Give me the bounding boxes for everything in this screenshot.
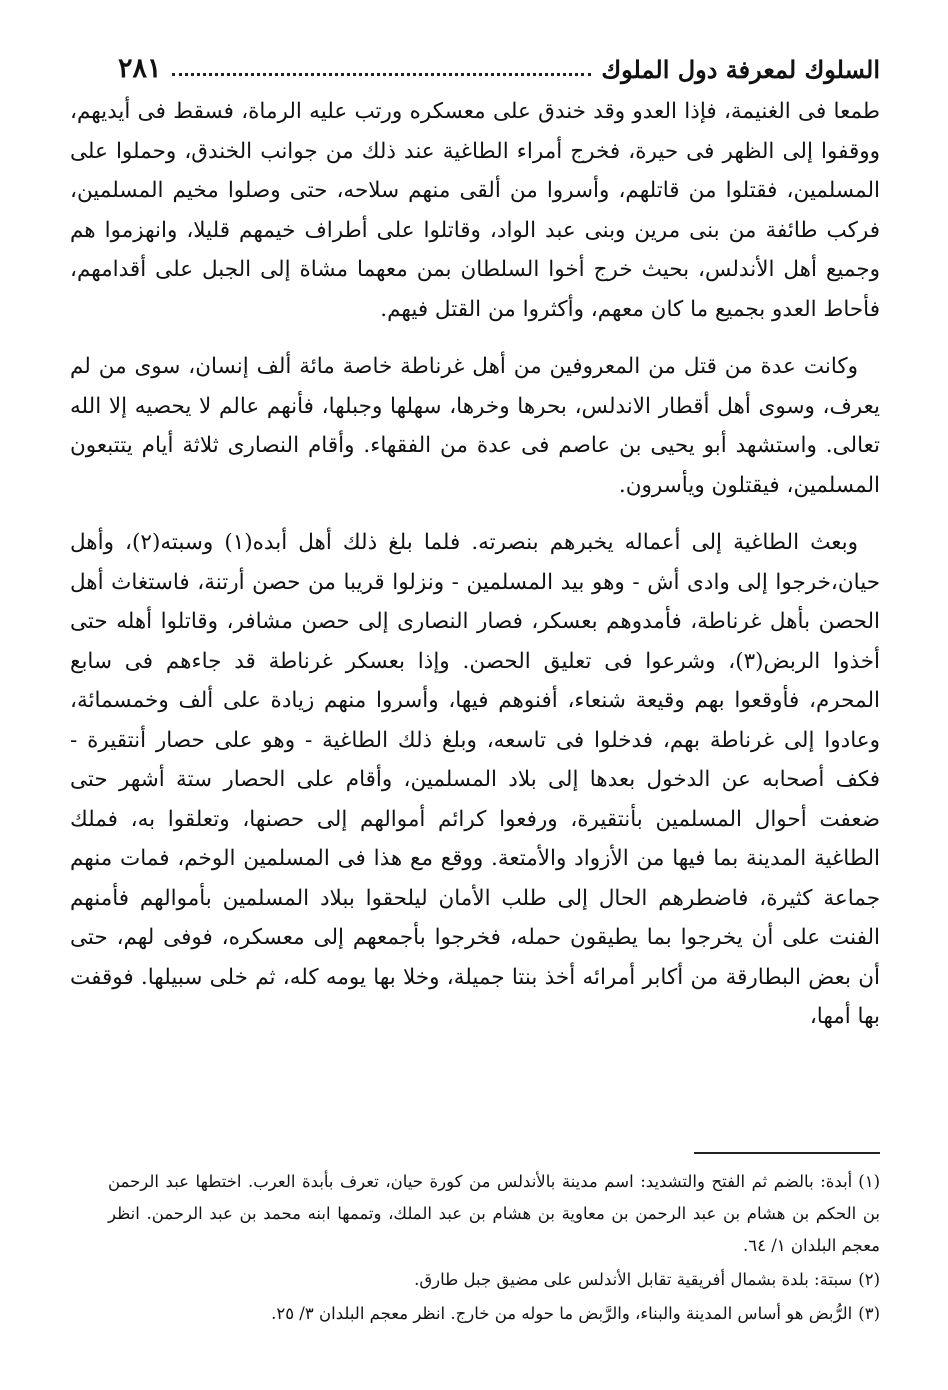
header-leader-dots (172, 72, 592, 76)
footnote-text: الرُّبض هو أساس المدينة والبناء، والرَّبض ما حوله من خارج. انظر معجم البلدان ٣/ ٢٥. (271, 1304, 853, 1323)
footnote-text: سبتة: بلدة بشمال أفريقية تقابل الأندلس على مضيق جبل طارق. (414, 1270, 853, 1289)
book-title: السلوك لمعرفة دول الملوك (601, 55, 880, 84)
footnote-separator (694, 1152, 880, 1154)
footnote-number: (٢) (858, 1270, 880, 1289)
footnote-number: (١) (858, 1172, 880, 1191)
footnote-number: (٣) (858, 1304, 880, 1323)
footnote-1 (108, 1166, 880, 1262)
footnote-2 (108, 1264, 880, 1296)
paragraph-2: وكانت عدة من قتل من المعروفين من أهل غرناطة خاصة مائة ألف إنسان، سوى من لم يعرف، وسوى أهل أقطار الاندلس، بحرها وخرها، سهلها وجبلها، فأنهم عالم لا يحصيه إلا الله تعالى. واستشهد أبو يحيى بن عاصم فى عدة من الفقهاء. وأقام النصارى ثلاثة أيام يتتبعون المسلمين، فيقتلون ويأسرون. (70, 354, 880, 498)
paragraph-3: وبعث الطاغية إلى أعماله يخبرهم بنصرته. فلما بلغ ذلك أهل أبده(١) وسبته(٢)، وأهل حيان،خرجوا إلى وادى أش - وهو بيد المسلمين - ونزلوا قريبا من حصن أرتنة، فاستغاث أهل الحصن بأهل غرناطة، فأمدوهم بعسكر، فصار النصارى إلى حصن مشافر، وقاتلوا أهله حتى أخذوا الربض(٣)، وشرعوا فى تعليق الحصن. وإذا بعسكر غرناطة قد جاءهم فى سابع المحرم، فأوقعوا بهم وقيعة شنعاء، أفنوهم فيها، وأسروا منهم زيادة على ألف وخمسمائة، وعادوا إلى غرناطة بهم، فدخلوا فى تاسعه، وبلغ ذلك الطاغية - وهو على حصار أنتقيرة - فكف أصحابه عن الدخول بعدها إلى بلاد المسلمين، وأقام على الحصار ستة أشهر حتى ضعفت أحوال المسلمين بأنتقيرة، ورفعوا كرائم أموالهم إلى حصنها، وتعلقوا به، فملك الطاغية المدينة بما فيها من الأزواد والأمتعة. ووقع مع هذا فى المسلمين الوخم، فمات منهم جماعة كثيرة، فاضطرهم الحال إلى طلب الأمان ليلحقوا ببلاد المسلمين بأموالهم فأمنهم الفنت على أن يخرجوا بما يطيقون حمله، فخرجوا بأجمعهم إلى معسكره، فوفى لهم، حتى أن بعض البطارقة من أكابر أمرائه أخذ بنتا جميلة، وخلا بها يومه كله، ثم خلى سبيلها. فوقفت بها أمها، (70, 530, 880, 1029)
footnote-text: أبدة: بالضم ثم الفتح والتشديد: اسم مدينة بالأندلس من كورة حيان، تعرف بأبدة العرب. اختطها عبد الرحمن بن الحكم بن هشام بن عبد الرحمن بن معاوية بن هشام بن عبد الملك، وتممها ابنه محمد بن عبد الرحمن. انظر معجم البلدان ١/ ٦٤. (108, 1172, 880, 1255)
footnote-3 (108, 1298, 880, 1330)
running-header (118, 40, 880, 84)
paragraph-1: طمعا فى الغنيمة، فإذا العدو وقد خندق على معسكره ورتب عليه الرماة، فسقط فى أيديهم، ووقفوا إلى الظهر فى حيرة، فخرج أمراء الطاغية عند ذلك من جوانب الخندق، وحملوا على المسلمين، فقتلوا من قاتلهم، وأسروا من ألقى منهم سلاحه، حتى وصلوا مخيم المسلمين، فركب طائفة من بنى مرين وبنى عبد الواد، وقاتلوا على أطراف خيمهم قليلا، وانهزموا هم وجميع أهل الأندلس، بحيث خرج أخوا السلطان بمن معهما مشاة إلى الجبل على أقدامهم، فأحاط العدو بجميع ما كان معهم، وأكثروا من القتل فيهم. (70, 99, 880, 322)
footnotes (108, 1166, 880, 1332)
page-number: ٢٨١ (118, 53, 162, 84)
main-text (70, 92, 880, 1055)
